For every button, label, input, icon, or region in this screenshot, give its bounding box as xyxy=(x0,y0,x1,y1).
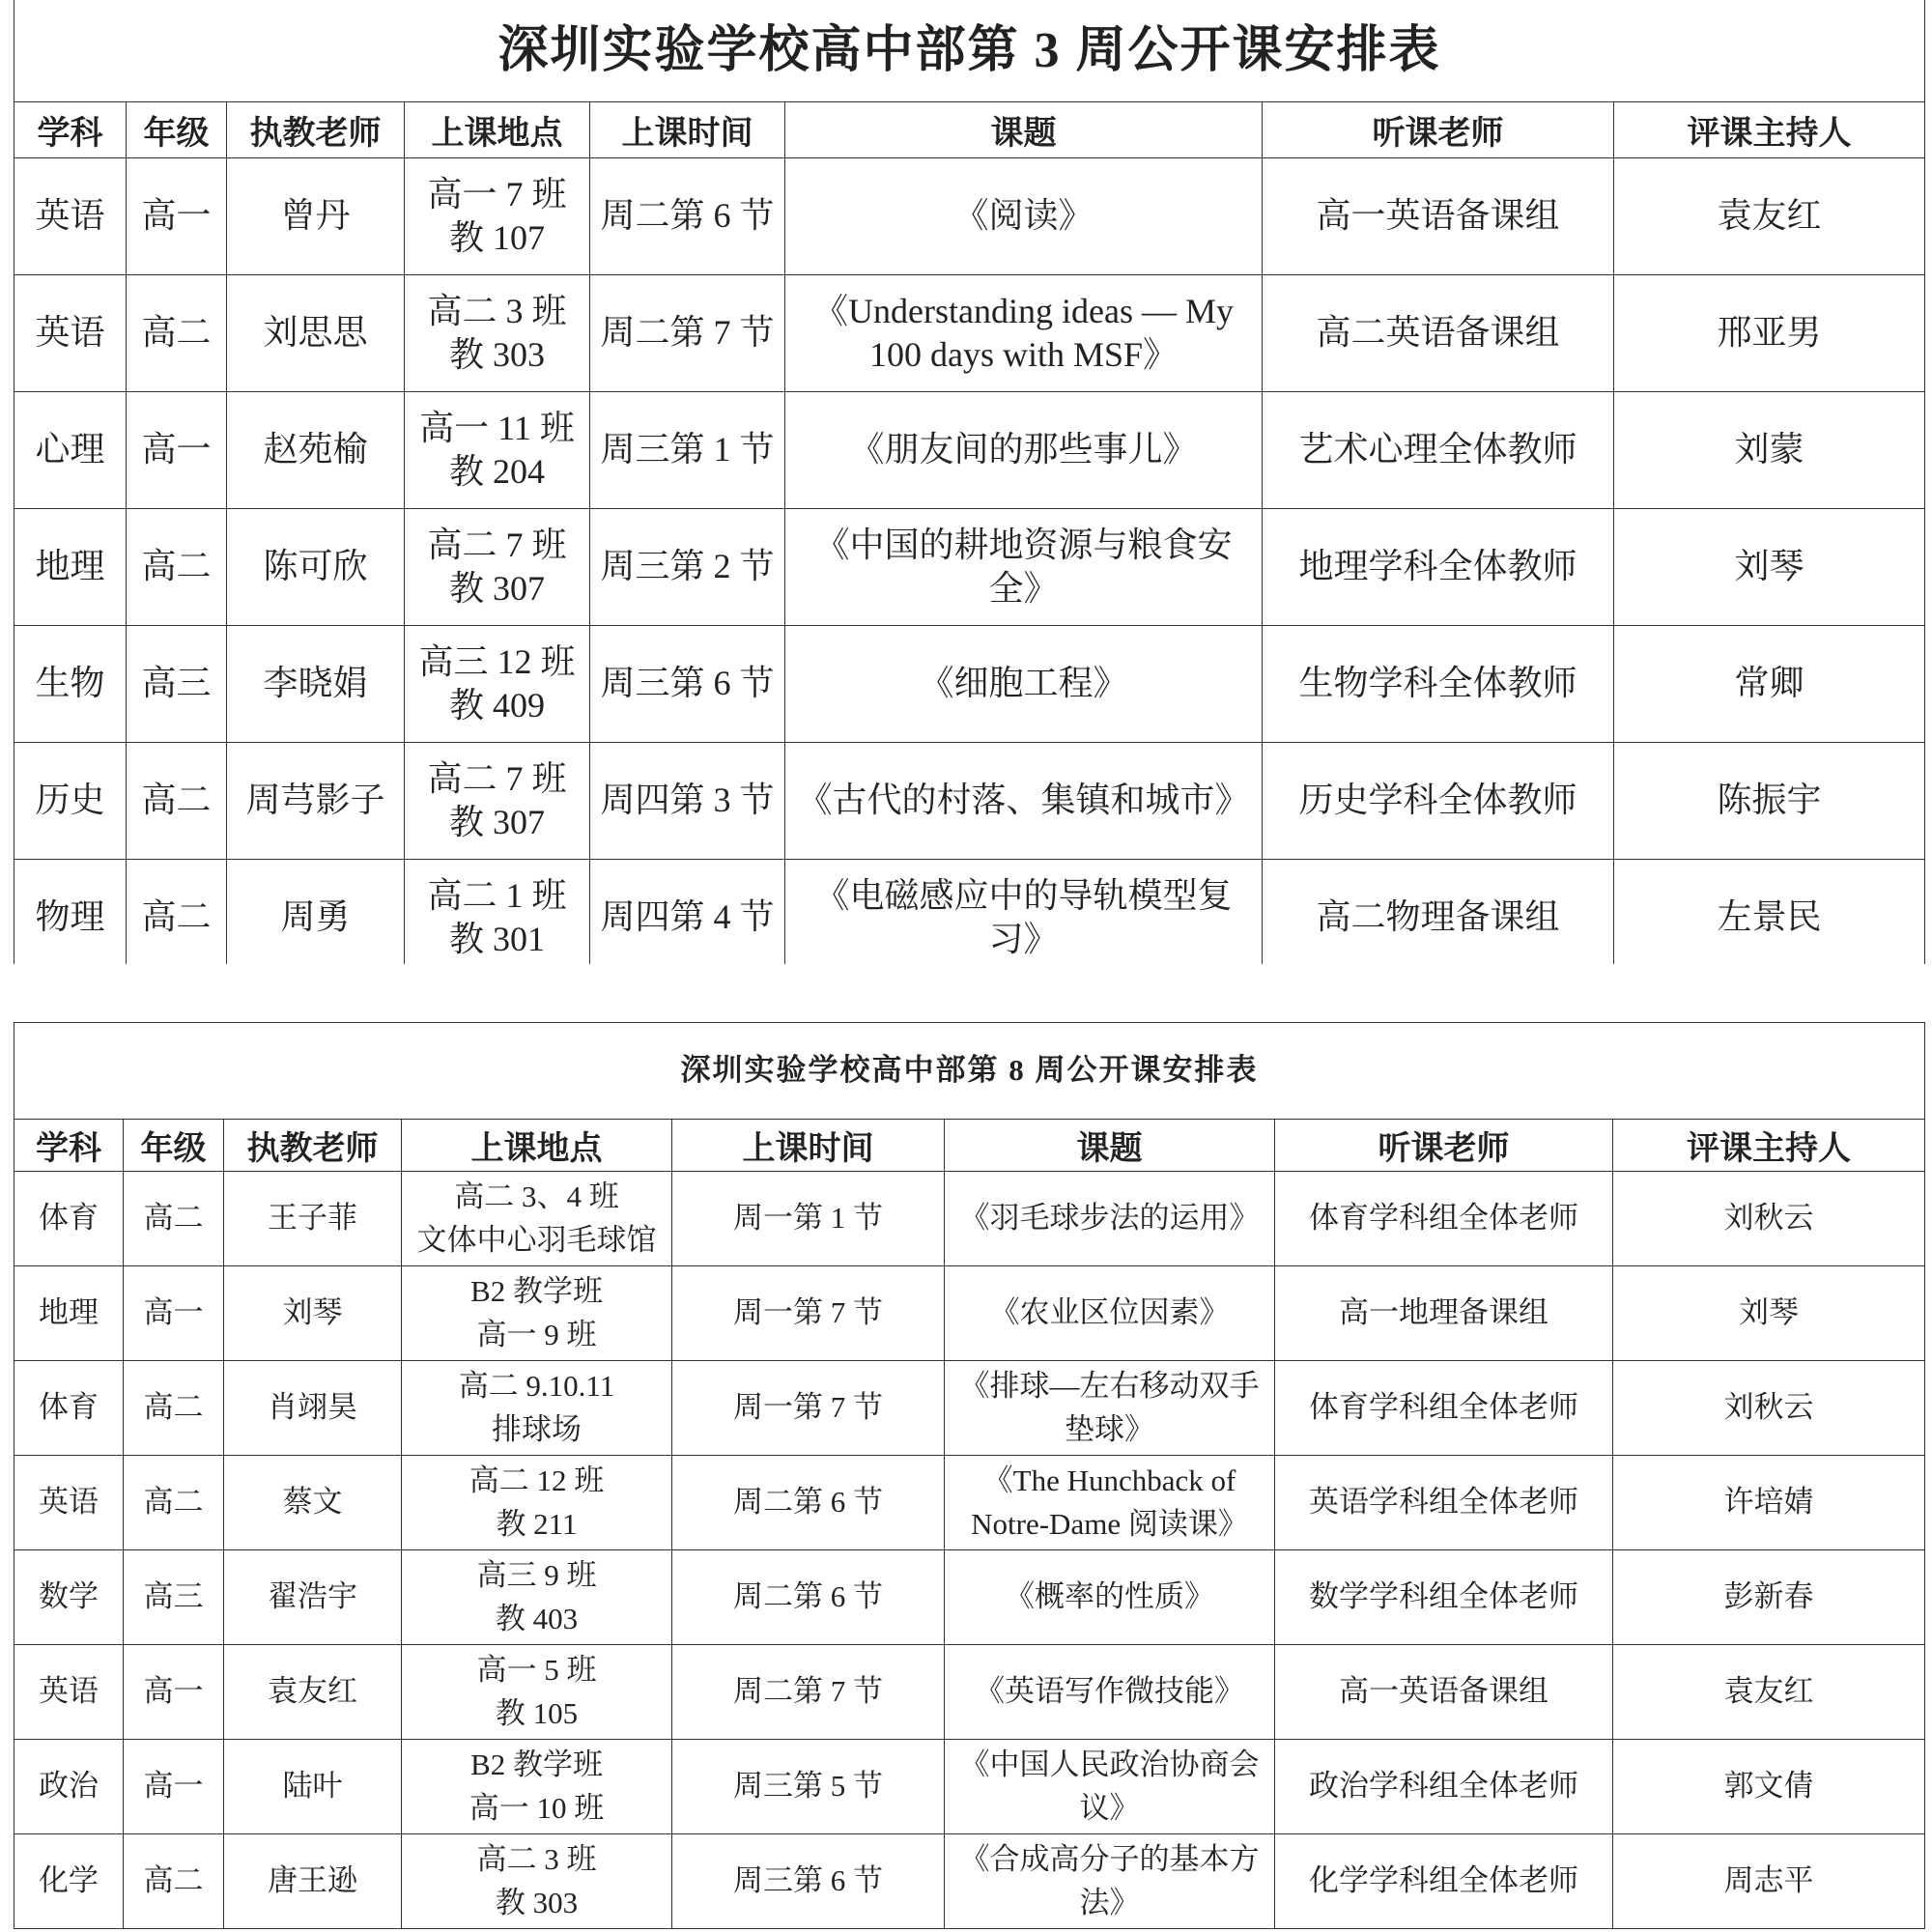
host-cell: 刘秋云 xyxy=(1613,1172,1925,1266)
subject-cell: 生物 xyxy=(14,625,127,742)
location-cell: B2 教学班 高一 10 班 xyxy=(402,1740,672,1834)
audience-cell: 化学学科组全体老师 xyxy=(1275,1834,1613,1929)
location-cell: 高二 12 班 教 211 xyxy=(402,1456,672,1550)
subject-cell: 物理 xyxy=(14,859,127,976)
teacher-cell: 周芎影子 xyxy=(227,742,405,859)
table-row xyxy=(14,1834,1925,1929)
column-header: 执教老师 xyxy=(227,101,405,157)
column-header: 学科 xyxy=(14,1120,124,1172)
teacher-cell: 翟浩宇 xyxy=(224,1550,402,1645)
column-header: 听课老师 xyxy=(1263,101,1614,157)
subject-cell: 体育 xyxy=(14,1361,124,1456)
subject-cell: 政治 xyxy=(14,1740,124,1834)
subject-cell: 历史 xyxy=(14,742,127,859)
teacher-cell: 肖翊昊 xyxy=(224,1361,402,1456)
teacher-cell: 袁友红 xyxy=(224,1645,402,1740)
location-cell: 高三 12 班 教 409 xyxy=(405,625,590,742)
table-row xyxy=(14,1266,1925,1361)
topic-cell: 《合成高分子的基本方法》 xyxy=(945,1834,1275,1929)
audience-cell: 高一英语备课组 xyxy=(1263,157,1614,274)
grade-cell: 高二 xyxy=(124,1456,224,1550)
time-cell: 周一第 7 节 xyxy=(672,1266,945,1361)
topic-cell: 《农业区位因素》 xyxy=(945,1266,1275,1361)
host-cell: 许培婧 xyxy=(1613,1456,1925,1550)
teacher-cell: 李晓娟 xyxy=(227,625,405,742)
audience-cell: 高二物理备课组 xyxy=(1263,859,1614,976)
subject-cell: 心理 xyxy=(14,391,127,508)
host-cell: 邢亚男 xyxy=(1614,274,1925,391)
host-cell: 袁友红 xyxy=(1613,1645,1925,1740)
teacher-cell: 蔡文 xyxy=(224,1456,402,1550)
grade-cell: 高一 xyxy=(124,1645,224,1740)
audience-cell: 体育学科组全体老师 xyxy=(1275,1172,1613,1266)
teacher-cell: 赵苑榆 xyxy=(227,391,405,508)
audience-cell: 英语学科组全体老师 xyxy=(1275,1456,1613,1550)
teacher-cell: 刘思思 xyxy=(227,274,405,391)
audience-cell: 历史学科全体教师 xyxy=(1263,742,1614,859)
schedule-table-week-3 xyxy=(14,0,1925,977)
subject-cell: 地理 xyxy=(14,1266,124,1361)
column-header: 年级 xyxy=(127,101,227,157)
host-cell: 刘琴 xyxy=(1614,508,1925,625)
grade-cell: 高三 xyxy=(127,625,227,742)
subject-cell: 体育 xyxy=(14,1172,124,1266)
audience-cell: 数学学科组全体老师 xyxy=(1275,1550,1613,1645)
teacher-cell: 王子菲 xyxy=(224,1172,402,1266)
audience-cell: 地理学科全体教师 xyxy=(1263,508,1614,625)
host-cell: 左景民 xyxy=(1614,859,1925,976)
schedule-table-week-8 xyxy=(14,1022,1925,1929)
table-row xyxy=(14,1645,1925,1740)
column-header: 年级 xyxy=(124,1120,224,1172)
time-cell: 周四第 4 节 xyxy=(590,859,785,976)
audience-cell: 高一英语备课组 xyxy=(1275,1645,1613,1740)
column-header: 执教老师 xyxy=(224,1120,402,1172)
column-header: 上课地点 xyxy=(402,1120,672,1172)
time-cell: 周二第 6 节 xyxy=(672,1456,945,1550)
location-cell: 高二 7 班 教 307 xyxy=(405,508,590,625)
grade-cell: 高二 xyxy=(127,742,227,859)
location-cell: 高二 9.10.11 排球场 xyxy=(402,1361,672,1456)
table-title: 深圳实验学校高中部第 3 周公开课安排表 xyxy=(14,0,1925,101)
header-row xyxy=(14,1120,1925,1172)
audience-cell: 政治学科组全体老师 xyxy=(1275,1740,1613,1834)
location-cell: 高一 5 班 教 105 xyxy=(402,1645,672,1740)
column-header: 听课老师 xyxy=(1275,1120,1613,1172)
host-cell: 刘蒙 xyxy=(1614,391,1925,508)
grade-cell: 高二 xyxy=(124,1834,224,1929)
teacher-cell: 曾丹 xyxy=(227,157,405,274)
topic-cell: 《朋友间的那些事儿》 xyxy=(785,391,1263,508)
header-row xyxy=(14,101,1925,157)
location-cell: 高三 9 班 教 403 xyxy=(402,1550,672,1645)
table-row xyxy=(14,391,1925,508)
page-gap xyxy=(0,964,1932,1003)
audience-cell: 高一地理备课组 xyxy=(1275,1266,1613,1361)
topic-cell: 《羽毛球步法的运用》 xyxy=(945,1172,1275,1266)
time-cell: 周二第 6 节 xyxy=(590,157,785,274)
teacher-cell: 唐王逊 xyxy=(224,1834,402,1929)
table-title: 深圳实验学校高中部第 8 周公开课安排表 xyxy=(14,1023,1925,1120)
topic-cell: 《阅读》 xyxy=(785,157,1263,274)
time-cell: 周三第 5 节 xyxy=(672,1740,945,1834)
subject-cell: 英语 xyxy=(14,1645,124,1740)
location-cell: B2 教学班 高一 9 班 xyxy=(402,1266,672,1361)
teacher-cell: 陈可欣 xyxy=(227,508,405,625)
location-cell: 高二 3、4 班 文体中心羽毛球馆 xyxy=(402,1172,672,1266)
topic-cell: 《The Hunchback of Notre-Dame 阅读课》 xyxy=(945,1456,1275,1550)
topic-cell: 《英语写作微技能》 xyxy=(945,1645,1275,1740)
time-cell: 周一第 1 节 xyxy=(672,1172,945,1266)
host-cell: 常卿 xyxy=(1614,625,1925,742)
location-cell: 高二 1 班 教 301 xyxy=(405,859,590,976)
time-cell: 周三第 1 节 xyxy=(590,391,785,508)
topic-cell: 《排球—左右移动双手垫球》 xyxy=(945,1361,1275,1456)
column-header: 课题 xyxy=(785,101,1263,157)
topic-cell: 《Understanding ideas — My 100 days with MSF》 xyxy=(785,274,1263,391)
time-cell: 周二第 7 节 xyxy=(590,274,785,391)
grade-cell: 高二 xyxy=(124,1172,224,1266)
audience-cell: 高二英语备课组 xyxy=(1263,274,1614,391)
topic-cell: 《概率的性质》 xyxy=(945,1550,1275,1645)
time-cell: 周四第 3 节 xyxy=(590,742,785,859)
subject-cell: 数学 xyxy=(14,1550,124,1645)
column-header: 上课时间 xyxy=(672,1120,945,1172)
location-cell: 高二 3 班 教 303 xyxy=(405,274,590,391)
column-header: 上课地点 xyxy=(405,101,590,157)
audience-cell: 体育学科组全体老师 xyxy=(1275,1361,1613,1456)
time-cell: 周三第 2 节 xyxy=(590,508,785,625)
subject-cell: 英语 xyxy=(14,274,127,391)
host-cell: 彭新春 xyxy=(1613,1550,1925,1645)
teacher-cell: 刘琴 xyxy=(224,1266,402,1361)
teacher-cell: 周勇 xyxy=(227,859,405,976)
time-cell: 周三第 6 节 xyxy=(590,625,785,742)
table-row xyxy=(14,1456,1925,1550)
table-row xyxy=(14,1361,1925,1456)
audience-cell: 生物学科全体教师 xyxy=(1263,625,1614,742)
topic-cell: 《电磁感应中的导轨模型复习》 xyxy=(785,859,1263,976)
table-row xyxy=(14,742,1925,859)
topic-cell: 《中国人民政治协商会议》 xyxy=(945,1740,1275,1834)
column-header: 评课主持人 xyxy=(1613,1120,1925,1172)
topic-cell: 《中国的耕地资源与粮食安全》 xyxy=(785,508,1263,625)
table-row xyxy=(14,859,1925,976)
subject-cell: 英语 xyxy=(14,157,127,274)
subject-cell: 地理 xyxy=(14,508,127,625)
table-row xyxy=(14,1550,1925,1645)
grade-cell: 高一 xyxy=(124,1266,224,1361)
time-cell: 周二第 6 节 xyxy=(672,1550,945,1645)
location-cell: 高二 3 班 教 303 xyxy=(402,1834,672,1929)
location-cell: 高一 11 班 教 204 xyxy=(405,391,590,508)
host-cell: 陈振宇 xyxy=(1614,742,1925,859)
topic-cell: 《古代的村落、集镇和城市》 xyxy=(785,742,1263,859)
subject-cell: 化学 xyxy=(14,1834,124,1929)
time-cell: 周二第 7 节 xyxy=(672,1645,945,1740)
table-row xyxy=(14,157,1925,274)
column-header: 评课主持人 xyxy=(1614,101,1925,157)
time-cell: 周三第 6 节 xyxy=(672,1834,945,1929)
grade-cell: 高二 xyxy=(127,859,227,976)
teacher-cell: 陆叶 xyxy=(224,1740,402,1834)
host-cell: 刘琴 xyxy=(1613,1266,1925,1361)
column-header: 课题 xyxy=(945,1120,1275,1172)
host-cell: 袁友红 xyxy=(1614,157,1925,274)
grade-cell: 高二 xyxy=(127,508,227,625)
table-row xyxy=(14,1740,1925,1834)
host-cell: 刘秋云 xyxy=(1613,1361,1925,1456)
host-cell: 郭文倩 xyxy=(1613,1740,1925,1834)
grade-cell: 高一 xyxy=(127,391,227,508)
grade-cell: 高三 xyxy=(124,1550,224,1645)
grade-cell: 高一 xyxy=(124,1740,224,1834)
column-header: 上课时间 xyxy=(590,101,785,157)
table-row xyxy=(14,1172,1925,1266)
topic-cell: 《细胞工程》 xyxy=(785,625,1263,742)
table-row xyxy=(14,508,1925,625)
audience-cell: 艺术心理全体教师 xyxy=(1263,391,1614,508)
grade-cell: 高一 xyxy=(127,157,227,274)
table-row xyxy=(14,625,1925,742)
time-cell: 周一第 7 节 xyxy=(672,1361,945,1456)
grade-cell: 高二 xyxy=(124,1361,224,1456)
subject-cell: 英语 xyxy=(14,1456,124,1550)
host-cell: 周志平 xyxy=(1613,1834,1925,1929)
grade-cell: 高二 xyxy=(127,274,227,391)
location-cell: 高二 7 班 教 307 xyxy=(405,742,590,859)
column-header: 学科 xyxy=(14,101,127,157)
location-cell: 高一 7 班 教 107 xyxy=(405,157,590,274)
table-row xyxy=(14,274,1925,391)
